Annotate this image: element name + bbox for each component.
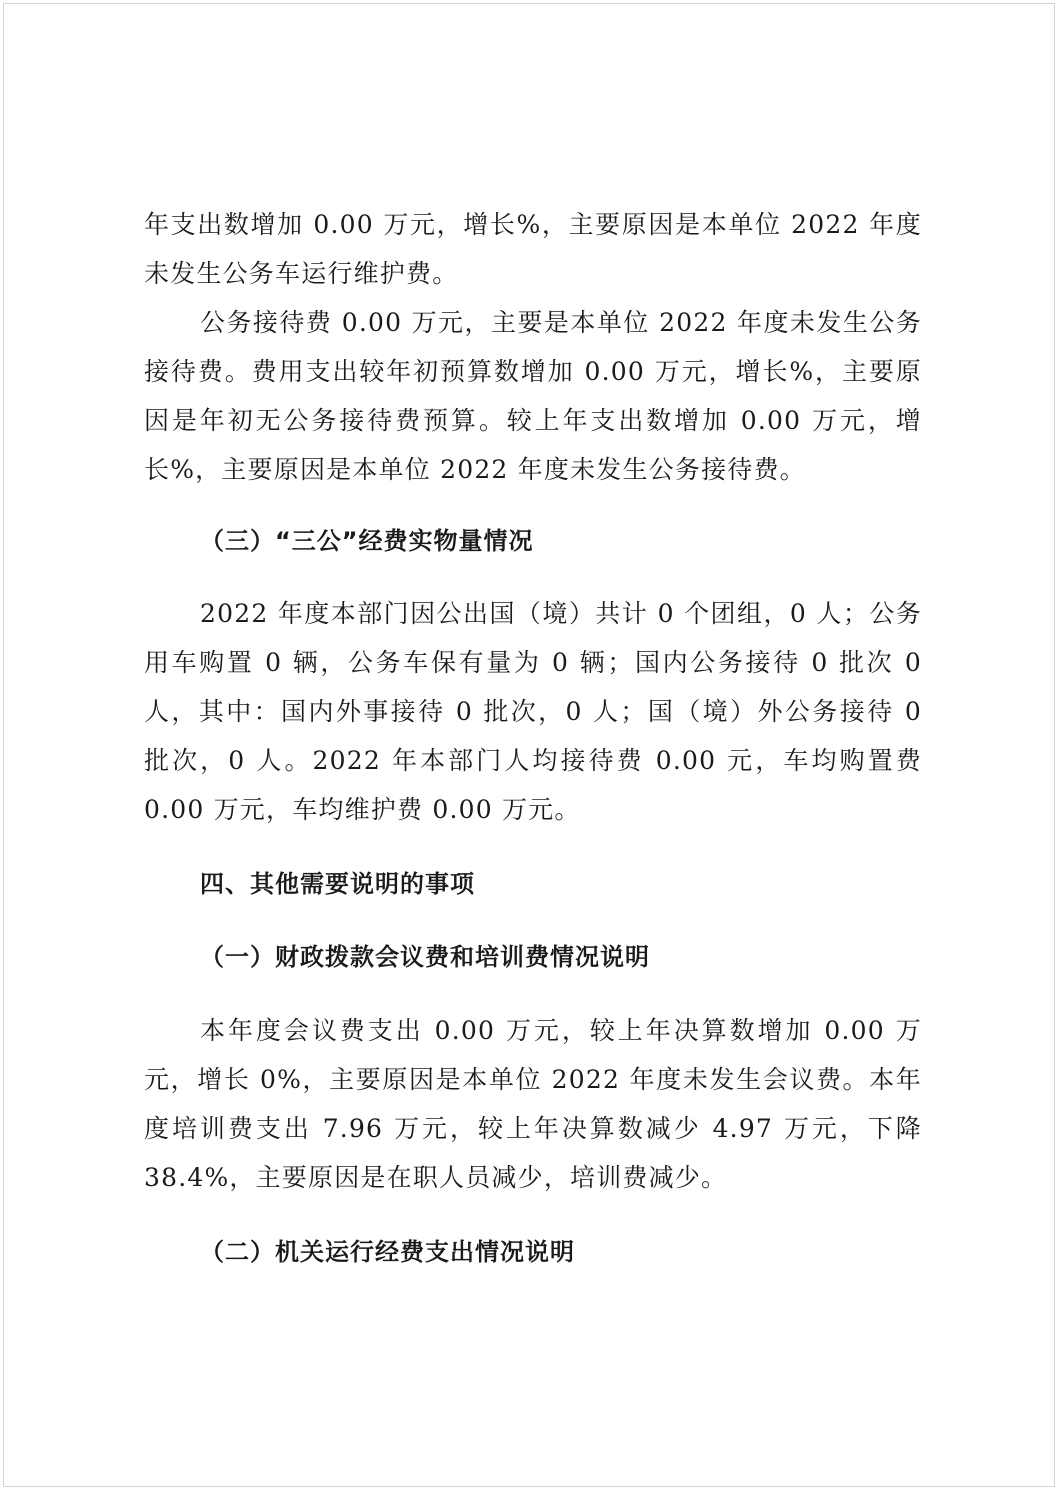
- spacer: [144, 494, 922, 517]
- spacer: [144, 566, 922, 589]
- spacer: [144, 834, 922, 860]
- spacer: [144, 1202, 922, 1228]
- paragraph-vehicle-maintenance-cont: 年支出数增加 0.00 万元，增长%，主要原因是本单位 2022 年度未发生公务车运行维护费。: [144, 210, 922, 288]
- spacer: [144, 982, 922, 1006]
- paragraph-reception-expenses: 公务接待费 0.00 万元，主要是本单位 2022 年度未发生公务接待费。费用支出较年初预算数增加 0.00 万元，增长%，主要原因是年初无公务接待费预算。较上年支出数增加 0.00 万元，增长%，主要原因是本单位 2022 年度未发生公务接待费。: [144, 308, 922, 484]
- document-page: [3, 3, 1055, 1487]
- heading-other-matters: 四、其他需要说明的事项: [200, 870, 475, 898]
- spacer: [144, 909, 922, 933]
- heading-operating-expenses: （二）机关运行经费支出情况说明: [200, 1238, 575, 1266]
- heading-three-public-physical: （三）“三公”经费实物量情况: [200, 527, 534, 555]
- document-body: [144, 200, 922, 1277]
- heading-meeting-training: （一）财政拨款会议费和培训费情况说明: [200, 943, 650, 971]
- paragraph-meeting-training-expenses: 本年度会议费支出 0.00 万元，较上年决算数增加 0.00 万元，增长 0%，主要原因是本单位 2022 年度未发生会议费。本年度培训费支出 7.96 万元，较上年决算数减少 4.97 万元，下降 38.4%，主要原因是在职人员减少，培训费减少。: [144, 1016, 922, 1192]
- paragraph-physical-quantities: 2022 年度本部门因公出国（境）共计 0 个团组，0 人；公务用车购置 0 辆，公务车保有量为 0 辆；国内公务接待 0 批次 0 人，其中：国内外事接待 0 批次，0 人；国（境）外公务接待 0 批次，0 人。2022 年本部门人均接待费 0.00 元，车均购置费 0.00 万元，车均维护费 0.00 万元。: [144, 599, 922, 824]
